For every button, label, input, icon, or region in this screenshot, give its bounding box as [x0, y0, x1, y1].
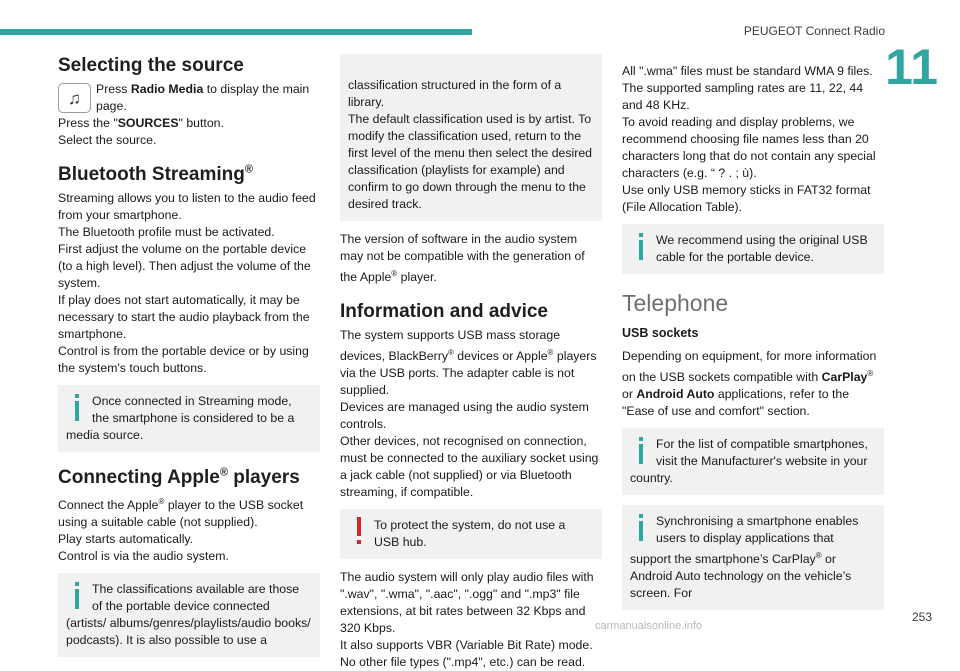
wma-text-1: All ".wma" files must be standard WMA 9 files. — [622, 64, 873, 78]
apple-text-2: Play starts automatically. — [58, 532, 194, 547]
apple-text-3: Control is via the audio system. — [58, 549, 229, 564]
chapter-number: 11 — [885, 39, 938, 95]
wma-text-3: To avoid reading and display problems, we recommend choosing file names less than 20 characters long that do not contain any special characters (e.g. “ ? . ; ù). — [622, 115, 876, 180]
heading-information-advice: Information and advice — [340, 301, 548, 323]
info-icon — [66, 581, 88, 609]
header-accent-bar — [0, 29, 472, 35]
heading-bluetooth-streaming: Bluetooth Streaming® — [58, 163, 253, 185]
header-title: PEUGEOT Connect Radio — [743, 24, 885, 38]
formats-text-2: It also supports VBR (Variable Bit Rate) mode. — [340, 638, 593, 653]
info-icon — [630, 436, 652, 464]
info-icon — [66, 393, 88, 421]
formats-text-3: No other file types (".mp4", etc.) can be read. — [340, 655, 586, 670]
usb-text-3: Other devices, not recognised on connection, must be connected to the auxiliary socket using a jack cable (not supplied) or via Bluetooth streaming, if compatible. — [340, 434, 599, 500]
heading-selecting-source: Selecting the source — [58, 55, 244, 76]
warning-icon — [348, 517, 370, 545]
info-box-compatible-smartphones: For the list of compatible smartphones, visit the Manufacturer's website in your country. — [622, 428, 884, 495]
wma-text-2: The supported sampling rates are 11, 22, 44 and 48 KHz. — [622, 81, 864, 112]
heading-telephone: Telephone — [622, 290, 729, 316]
heading-connecting-apple: Connecting Apple® players — [58, 466, 300, 488]
subheading-usb-sockets: USB sockets — [622, 326, 699, 340]
usb-text-1: The system supports USB mass storage devices, BlackBerry® devices or Apple® players via the USB ports. The adapter cable is not supplied. — [340, 328, 597, 398]
info-icon — [630, 513, 652, 541]
info-box-streaming: Once connected in Streaming mode, the smartphone is considered to be a media source. — [58, 385, 320, 452]
source-instruction: ♫ Press Radio Media to display the main page. — [58, 81, 320, 115]
info-box-classifications: The classifications available are those of the portable device connected (artists/ albums/genres/playlists/audio books/ podcasts). It is also possible to use a — [58, 573, 320, 657]
info-box-synchronising: Synchronising a smartphone enables users to display applications that support the smartphone’s CarPlay® or Android Auto technology on the vehicle’s screen. For — [622, 505, 884, 610]
column-2 — [340, 54, 602, 671]
version-text: The version of software in the audio system may not be compatible with the generation of the Apple® player. — [340, 232, 585, 285]
column-3 — [622, 63, 884, 620]
bt-text-5: Control is from the portable device or by using the system's touch buttons. — [58, 344, 309, 375]
wma-text-4: Use only USB memory sticks in FAT32 format (File Allocation Table). — [622, 183, 871, 214]
formats-text-1: The audio system will only play audio files with ".wav", ".wma", ".aac", ".ogg" and ".mp3" file extensions, at bit rates between 32 Kbps and 320 Kbps. — [340, 570, 594, 636]
page-number: 253 — [911, 610, 932, 624]
info-box-classification-continued: classification structured in the form of a library. The default classification used is by artist. To modify the classification used, return to the first level of the menu then select the desired classification (playlists for example) and confirm to go down through the menu to the desired track. — [340, 54, 602, 221]
watermark-text: carmanualsonline.info — [595, 620, 703, 632]
usb-sockets-text: Depending on equipment, for more information on the USB sockets compatible with CarPlay® or Android Auto applications, refer to the "Ease of use and comfort" section. — [622, 349, 877, 419]
column-1 — [58, 54, 320, 667]
bt-text-4: If play does not start automatically, it may be necessary to start the audio playback from the smartphone. — [58, 293, 310, 341]
bt-text-2: The Bluetooth profile must be activated. — [58, 225, 275, 239]
bt-text-1: Streaming allows you to listen to the audio feed from your smartphone. — [58, 191, 316, 222]
info-icon — [630, 232, 652, 260]
select-source-text: Select the source. — [58, 133, 157, 147]
apple-text-1: Connect the Apple® player to the USB socket using a suitable cable (not supplied). — [58, 497, 304, 530]
bt-text-3: First adjust the volume on the portable device (to a high level). Then adjust the volume of the system. — [58, 242, 311, 290]
warning-box-usb-hub: To protect the system, do not use a USB hub. — [340, 509, 602, 559]
usb-text-2: Devices are managed using the audio system controls. — [340, 400, 589, 432]
music-note-icon: ♫ — [58, 83, 91, 113]
info-box-original-cable: We recommend using the original USB cable for the portable device. — [622, 224, 884, 274]
sources-button-text: Press the "SOURCES" button. — [58, 116, 224, 130]
